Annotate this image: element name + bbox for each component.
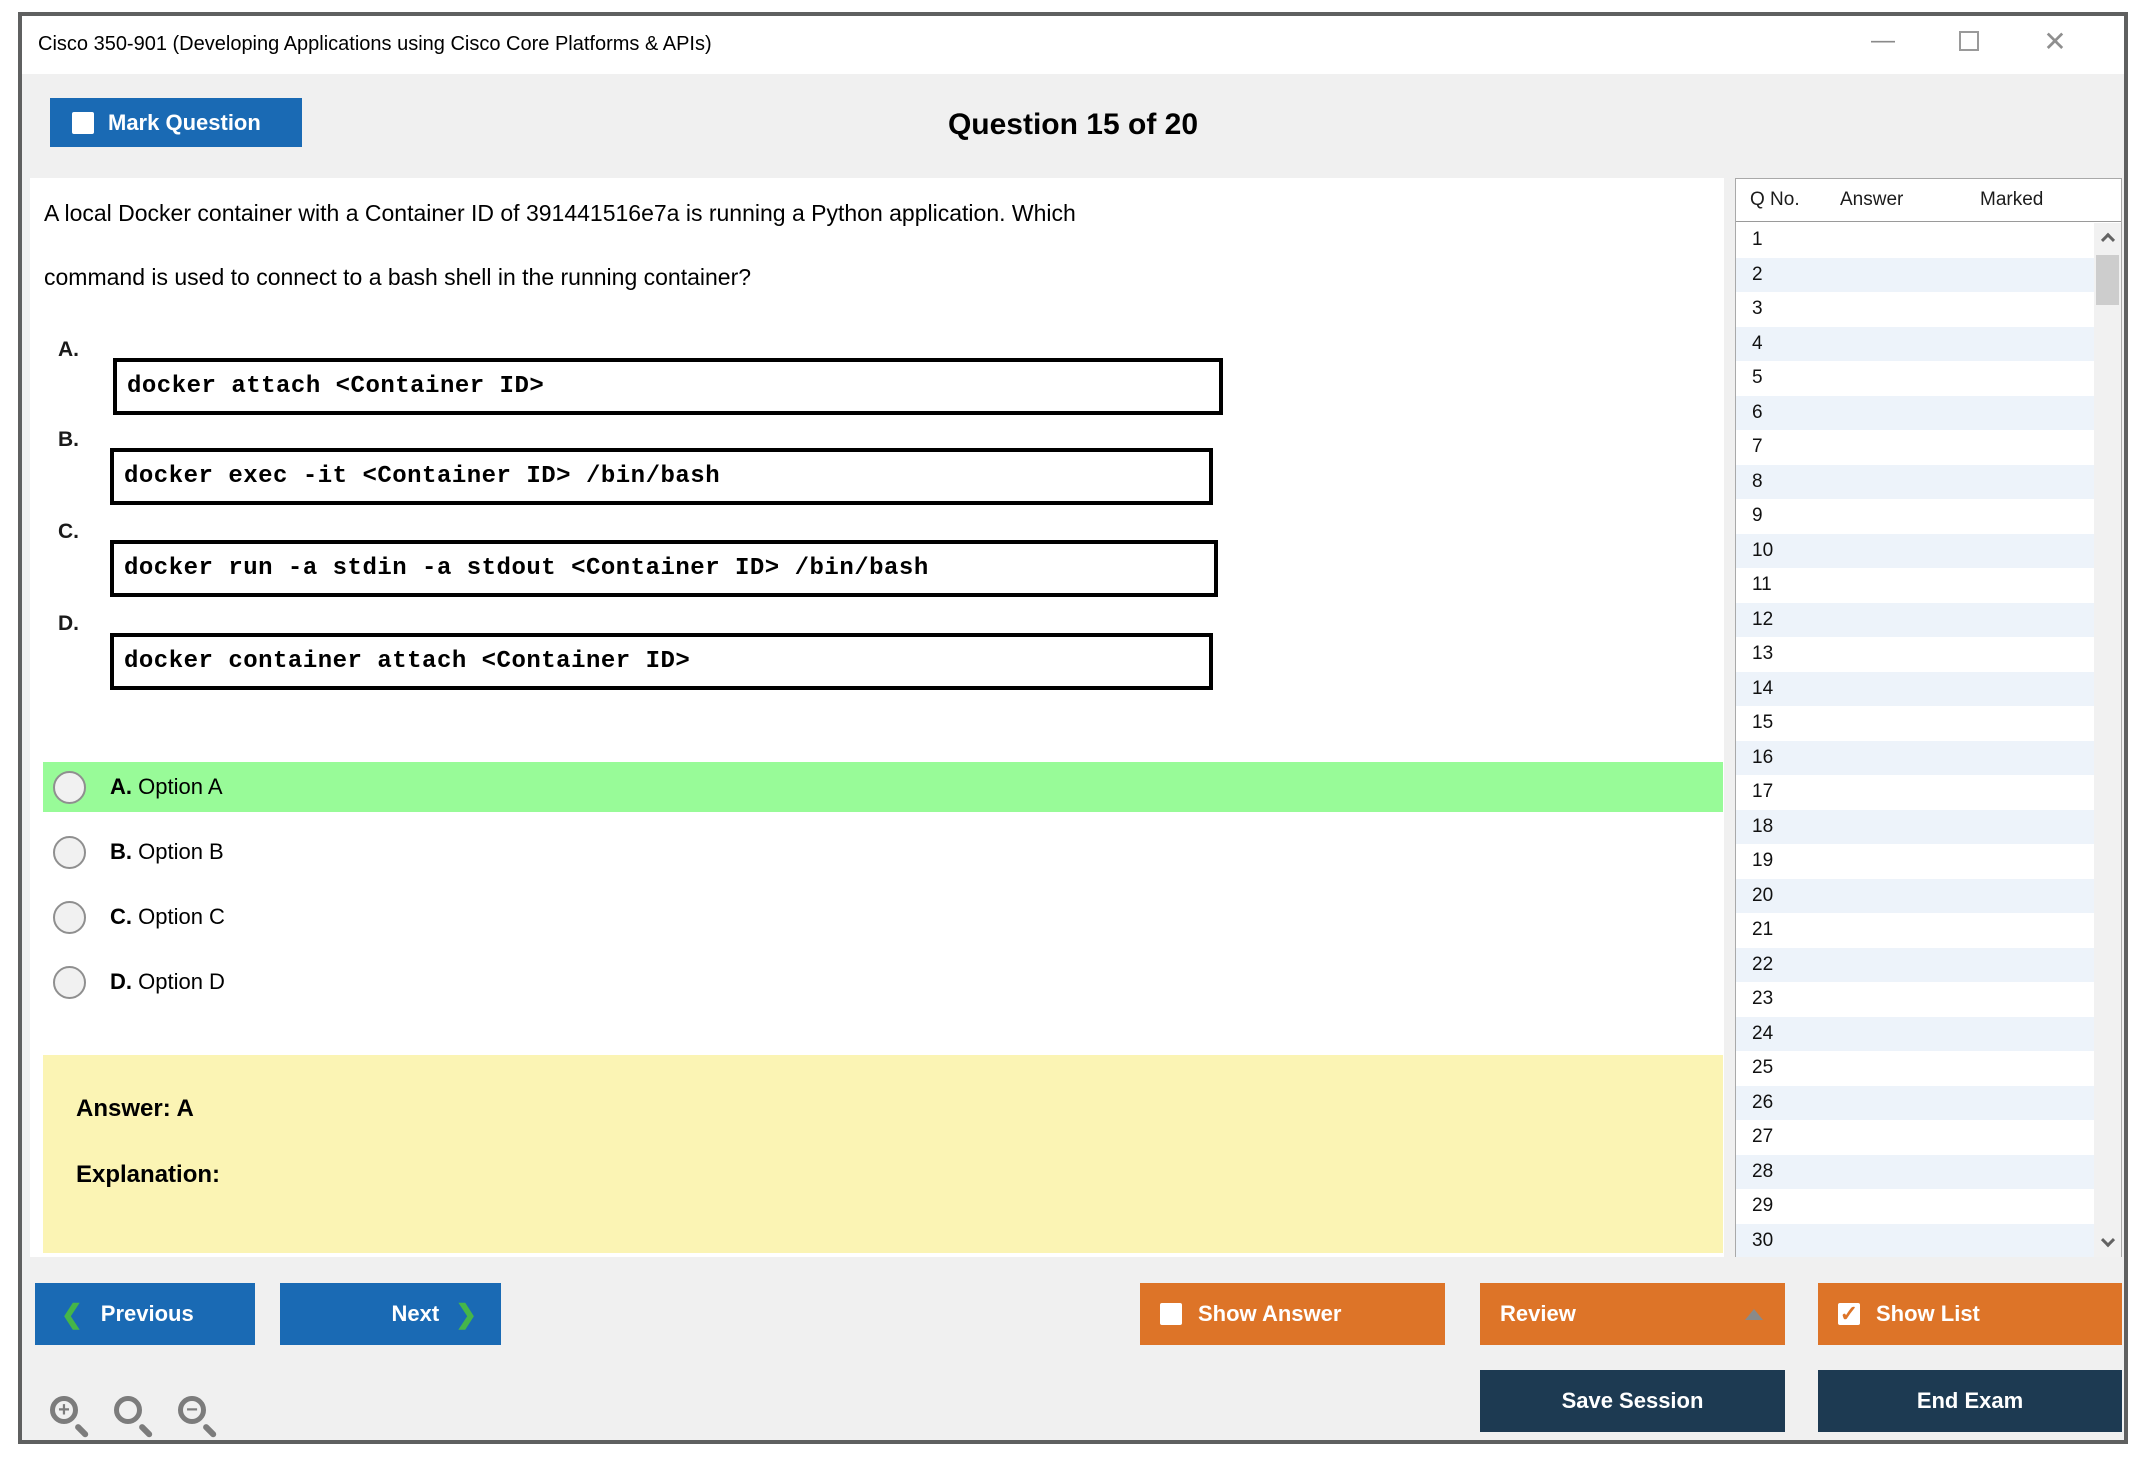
header-qno: Q No. (1750, 189, 1800, 210)
show-list-button[interactable] (1818, 1283, 2122, 1345)
choice-letter-b: B. (58, 428, 79, 451)
question-list-row[interactable] (1736, 499, 2094, 534)
end-exam-button[interactable] (1818, 1370, 2122, 1432)
question-number: 10 (1752, 539, 1774, 561)
header-marked: Marked (1980, 189, 2044, 210)
option-c-letter: C. (110, 904, 132, 929)
answer-explanation-box (43, 1055, 1723, 1253)
choice-code-a: docker attach <Container ID> (113, 358, 1223, 415)
zoom-toolbar (48, 1394, 222, 1440)
question-number: 26 (1752, 1091, 1774, 1113)
question-list-row[interactable] (1736, 672, 2094, 707)
chevron-right-icon: ❯ (455, 1299, 477, 1329)
question-list-row[interactable] (1736, 1120, 2094, 1155)
question-list-row[interactable] (1736, 637, 2094, 672)
save-session-label: Save Session (1561, 1388, 1704, 1413)
question-list-row[interactable] (1736, 1086, 2094, 1121)
question-number: 18 (1752, 815, 1774, 837)
option-c-label (110, 904, 225, 930)
scroll-down-icon[interactable] (2094, 1229, 2121, 1257)
question-list-row[interactable] (1736, 361, 2094, 396)
option-b-label (110, 839, 224, 865)
radio-button-icon[interactable] (53, 836, 86, 869)
question-list-row[interactable] (1736, 1051, 2094, 1086)
question-list-header (1736, 179, 2121, 222)
option-a-text: Option A (138, 774, 223, 799)
show-answer-label: Show Answer (1198, 1301, 1342, 1326)
option-a-label (110, 774, 223, 800)
zoom-out-icon[interactable] (176, 1394, 222, 1440)
question-list-row[interactable] (1736, 534, 2094, 569)
option-d-letter: D. (110, 969, 132, 994)
explanation-label: Explanation: (76, 1161, 221, 1188)
question-number: 19 (1752, 850, 1774, 872)
answer-option-c[interactable] (43, 892, 1723, 942)
magnifier-handle (74, 1423, 90, 1439)
next-button[interactable] (280, 1283, 501, 1345)
scroll-up-icon[interactable] (2094, 223, 2121, 251)
question-list-row[interactable] (1736, 603, 2094, 638)
question-list-row[interactable] (1736, 396, 2094, 431)
question-list-row[interactable] (1736, 913, 2094, 948)
previous-label: Previous (100, 1301, 194, 1326)
answer-option-b[interactable] (43, 827, 1723, 877)
question-list-row[interactable] (1736, 1224, 2094, 1258)
answer-option-d[interactable] (43, 957, 1723, 1007)
window-controls (1868, 26, 2070, 56)
choice-letter-a: A. (58, 338, 79, 361)
question-list-row[interactable] (1736, 1017, 2094, 1052)
question-list-row[interactable] (1736, 948, 2094, 983)
choice-code-d: docker container attach <Container ID> (110, 633, 1213, 690)
question-list-row[interactable] (1736, 327, 2094, 362)
choice-letter-c: C. (58, 520, 79, 543)
question-number: 30 (1752, 1229, 1774, 1251)
exam-window (18, 12, 2128, 1444)
radio-button-icon[interactable] (53, 901, 86, 934)
question-number: 29 (1752, 1195, 1774, 1217)
mark-question-label: Mark Question (108, 109, 261, 135)
header-answer: Answer (1840, 189, 1904, 210)
question-number: 9 (1752, 505, 1763, 527)
question-list-row[interactable] (1736, 223, 2094, 258)
window-title: Cisco 350-901 (Developing Applications using Cisco Core Platforms & APIs) (38, 33, 712, 55)
chevron-left-icon: ❮ (61, 1299, 83, 1329)
question-number: 7 (1752, 436, 1763, 458)
question-list-rows (1736, 223, 2094, 1257)
minimize-icon[interactable]: — (1871, 27, 1895, 54)
question-list-row[interactable] (1736, 430, 2094, 465)
close-icon[interactable]: ✕ (2043, 25, 2067, 57)
question-number: 3 (1752, 298, 1763, 320)
magnifier-handle (138, 1423, 154, 1439)
zoom-reset-icon[interactable] (112, 1394, 158, 1440)
question-number: 24 (1752, 1022, 1774, 1044)
question-list-row[interactable] (1736, 879, 2094, 914)
option-a-letter: A. (110, 774, 132, 799)
save-session-button[interactable] (1480, 1370, 1785, 1432)
question-list-row[interactable] (1736, 1155, 2094, 1190)
question-number: 2 (1752, 263, 1763, 285)
maximize-box-icon (1959, 31, 1979, 51)
question-number: 15 (1752, 712, 1774, 734)
maximize-icon[interactable] (1954, 26, 1984, 56)
question-list-row[interactable] (1736, 1189, 2094, 1224)
question-number: 27 (1752, 1126, 1774, 1148)
choice-code-b: docker exec -it <Container ID> /bin/bash (110, 448, 1213, 505)
radio-button-icon[interactable] (53, 771, 86, 804)
next-label: Next (391, 1301, 440, 1326)
question-list-panel (1735, 178, 2122, 1257)
question-number: 6 (1752, 401, 1763, 423)
option-c-text: Option C (138, 904, 225, 929)
checked-checkbox-icon: ✓ (1839, 1301, 1859, 1326)
question-number: 13 (1752, 643, 1774, 665)
question-list-row[interactable] (1736, 258, 2094, 293)
question-number: 14 (1752, 677, 1774, 699)
scrollbar-thumb[interactable] (2096, 255, 2119, 305)
question-list-scrollbar[interactable] (2094, 223, 2121, 1257)
question-list-row[interactable] (1736, 706, 2094, 741)
question-text-line2: command is used to connect to a bash shell in the running container? (44, 264, 752, 290)
question-number: 21 (1752, 919, 1774, 941)
collapse-arrow-icon (1745, 1309, 1763, 1320)
question-number: 12 (1752, 608, 1774, 630)
question-number: 17 (1752, 781, 1774, 803)
answer-label: Answer: A (76, 1095, 194, 1122)
question-list-row[interactable] (1736, 292, 2094, 327)
question-number: 8 (1752, 470, 1763, 492)
question-list-row[interactable] (1736, 775, 2094, 810)
question-number: 1 (1752, 229, 1763, 251)
question-number: 22 (1752, 953, 1774, 975)
chevron-up-icon (2100, 233, 2114, 247)
answer-option-a[interactable] (43, 762, 1723, 812)
choice-code-c: docker run -a stdin -a stdout <Container ID> /bin/bash (110, 540, 1218, 597)
choice-letter-d: D. (58, 612, 79, 635)
option-b-letter: B. (110, 839, 132, 864)
question-number: 23 (1752, 988, 1774, 1010)
question-number: 4 (1752, 332, 1763, 354)
question-list-row[interactable] (1736, 568, 2094, 603)
question-list-row[interactable] (1736, 810, 2094, 845)
zoom-in-icon[interactable] (48, 1394, 94, 1440)
title-bar (22, 16, 2124, 74)
review-button[interactable] (1480, 1283, 1785, 1345)
question-panel (30, 178, 1724, 1257)
option-d-text: Option D (138, 969, 225, 994)
zoom-lens (114, 1396, 142, 1424)
unchecked-checkbox-icon (1160, 1303, 1182, 1325)
show-answer-button[interactable] (1140, 1283, 1445, 1345)
zoom-in-sign: + (50, 1396, 78, 1424)
previous-button[interactable] (35, 1283, 255, 1345)
magnifier-handle (202, 1423, 218, 1439)
review-label: Review (1500, 1301, 1576, 1326)
question-number: 16 (1752, 746, 1774, 768)
show-list-label: Show List (1876, 1301, 1980, 1326)
question-number: 11 (1752, 574, 1772, 596)
question-list-row[interactable] (1736, 465, 2094, 500)
question-number: 20 (1752, 884, 1774, 906)
chevron-down-icon (2100, 1233, 2114, 1247)
option-d-label (110, 969, 225, 995)
zoom-out-sign: − (178, 1396, 206, 1424)
question-number: 5 (1752, 367, 1763, 389)
end-exam-label: End Exam (1916, 1388, 2024, 1413)
question-number: 28 (1752, 1160, 1774, 1182)
question-list-row[interactable] (1736, 844, 2094, 879)
option-b-text: Option B (138, 839, 224, 864)
radio-button-icon[interactable] (53, 966, 86, 999)
question-list-row[interactable] (1736, 741, 2094, 776)
question-text-line1: A local Docker container with a Container ID of 391441516e7a is running a Python application. Which (44, 200, 1076, 226)
question-counter: Question 15 of 20 (947, 108, 1199, 141)
question-number: 25 (1752, 1057, 1774, 1079)
question-list-row[interactable] (1736, 982, 2094, 1017)
